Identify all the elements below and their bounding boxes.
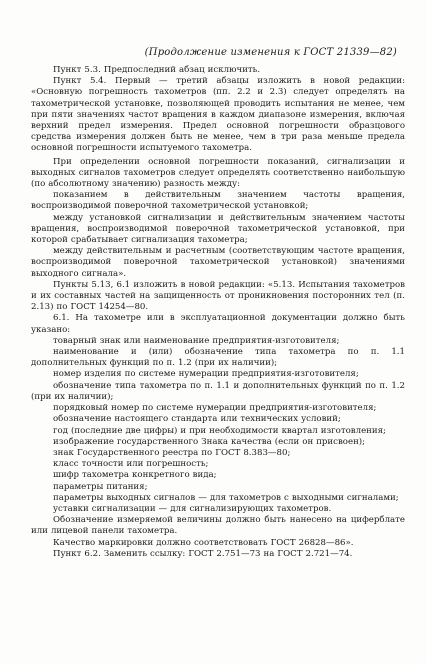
- paragraph: номер изделия по системе нумерации предприятия-изготовителя;: [53, 369, 359, 380]
- paragraph: товарный знак или наименование предприятия-изготовителя;: [53, 335, 340, 346]
- paragraph: изображение государственного Знака качества (если он присвоен);: [53, 436, 366, 447]
- paragraph: Обозначение измеряемой величины должно быть нанесено на циферблате или лицевой панели тахометра.: [31, 515, 405, 537]
- paragraph: наименование и (или) обозначение типа тахометра по п. 1.1 дополнительных функций по п. 1.2 (при их наличии);: [31, 347, 405, 369]
- paragraph: показанием в действительным значением частоты вращения, воспроизводимой поверочной тахометрической установкой;: [31, 190, 405, 212]
- paragraph: знак Государственного реестра по ГОСТ 8.383—80;: [53, 447, 291, 458]
- paragraph: между действительным и расчетным (соответствующим частоте вращения, воспроизводимой поверочной тахометрической установкой) значениями выходного сигнала».: [31, 246, 405, 279]
- paragraph: Пункты 5.13, 6.1 изложить в новой редакции: «5.13. Испытания тахометров и их составных частей на защищенность от проникновения посторонних тел (п. 2.13) по ГОСТ 14254—80.: [31, 279, 405, 313]
- paragraph: год (последние две цифры) и при необходимости квартал изготовления;: [53, 425, 386, 436]
- paragraph: обозначение настоящего стандарта или технических условий;: [53, 414, 341, 425]
- paragraph: порядковый номер по системе нумерации предприятия-изготовителя;: [53, 403, 377, 414]
- paragraph: Пункт 5.3. Предпоследний абзац исключить.: [53, 65, 261, 75]
- paragraph: параметры выходных сигналов — для тахометров с выходными сигналами;: [53, 492, 399, 503]
- paragraph: между установкой сигнализации и действительным значением частоты вращения, воспроизводимой поверочной тахометрической установкой, при которой срабатывает сигнализация тахометра;: [31, 212, 405, 246]
- paragraph: 6.1. На тахометре или в эксплуатационной документации должно быть указано:: [31, 313, 405, 335]
- paragraph: класс точности или погрешность;: [53, 459, 209, 470]
- paragraph: уставки сигнализации — для сигнализирующих тахометров.: [53, 503, 332, 514]
- paragraph: параметры питания;: [53, 481, 148, 492]
- paragraph: обозначение типа тахометра по п. 1.1 и дополнительных функций по п. 1.2 (при их наличии);: [31, 380, 405, 402]
- document-body: [31, 65, 405, 560]
- paragraph: шифр тахометра конкретного вида;: [53, 470, 217, 481]
- paragraph: При определении основной погрешности показаний, сигнализации и выходных сигналов тахометров следует определять соответственно наибольшую (по абсолютному значению) разность между:: [31, 156, 405, 190]
- paragraph: Пункт 5.4. Первый — третий абзацы изложить в новой редакции: «Основную погрешность тахометров (пп. 2.2 и 2.3) следует определять на тахометрической установке, позволяющей проводить испытания не менее, чем при пяти значениях частот вращения в каждом диапазоне измерения, включая верхний предел измерения. Предел основной погрешности образцового средства измерения должен быть не менее, чем в три раза меньше предела основной погрешности испытуемого тахометра.: [31, 76, 405, 154]
- paragraph: Качество маркировки должно соответствовать ГОСТ 26828—86».: [53, 537, 354, 548]
- paragraph: Пункт 6.2. Заменить ссылку: ГОСТ 2.751—73 на ГОСТ 2.721—74.: [53, 548, 353, 559]
- page-header: (Продолжение изменения к ГОСТ 21339—82): [144, 47, 397, 58]
